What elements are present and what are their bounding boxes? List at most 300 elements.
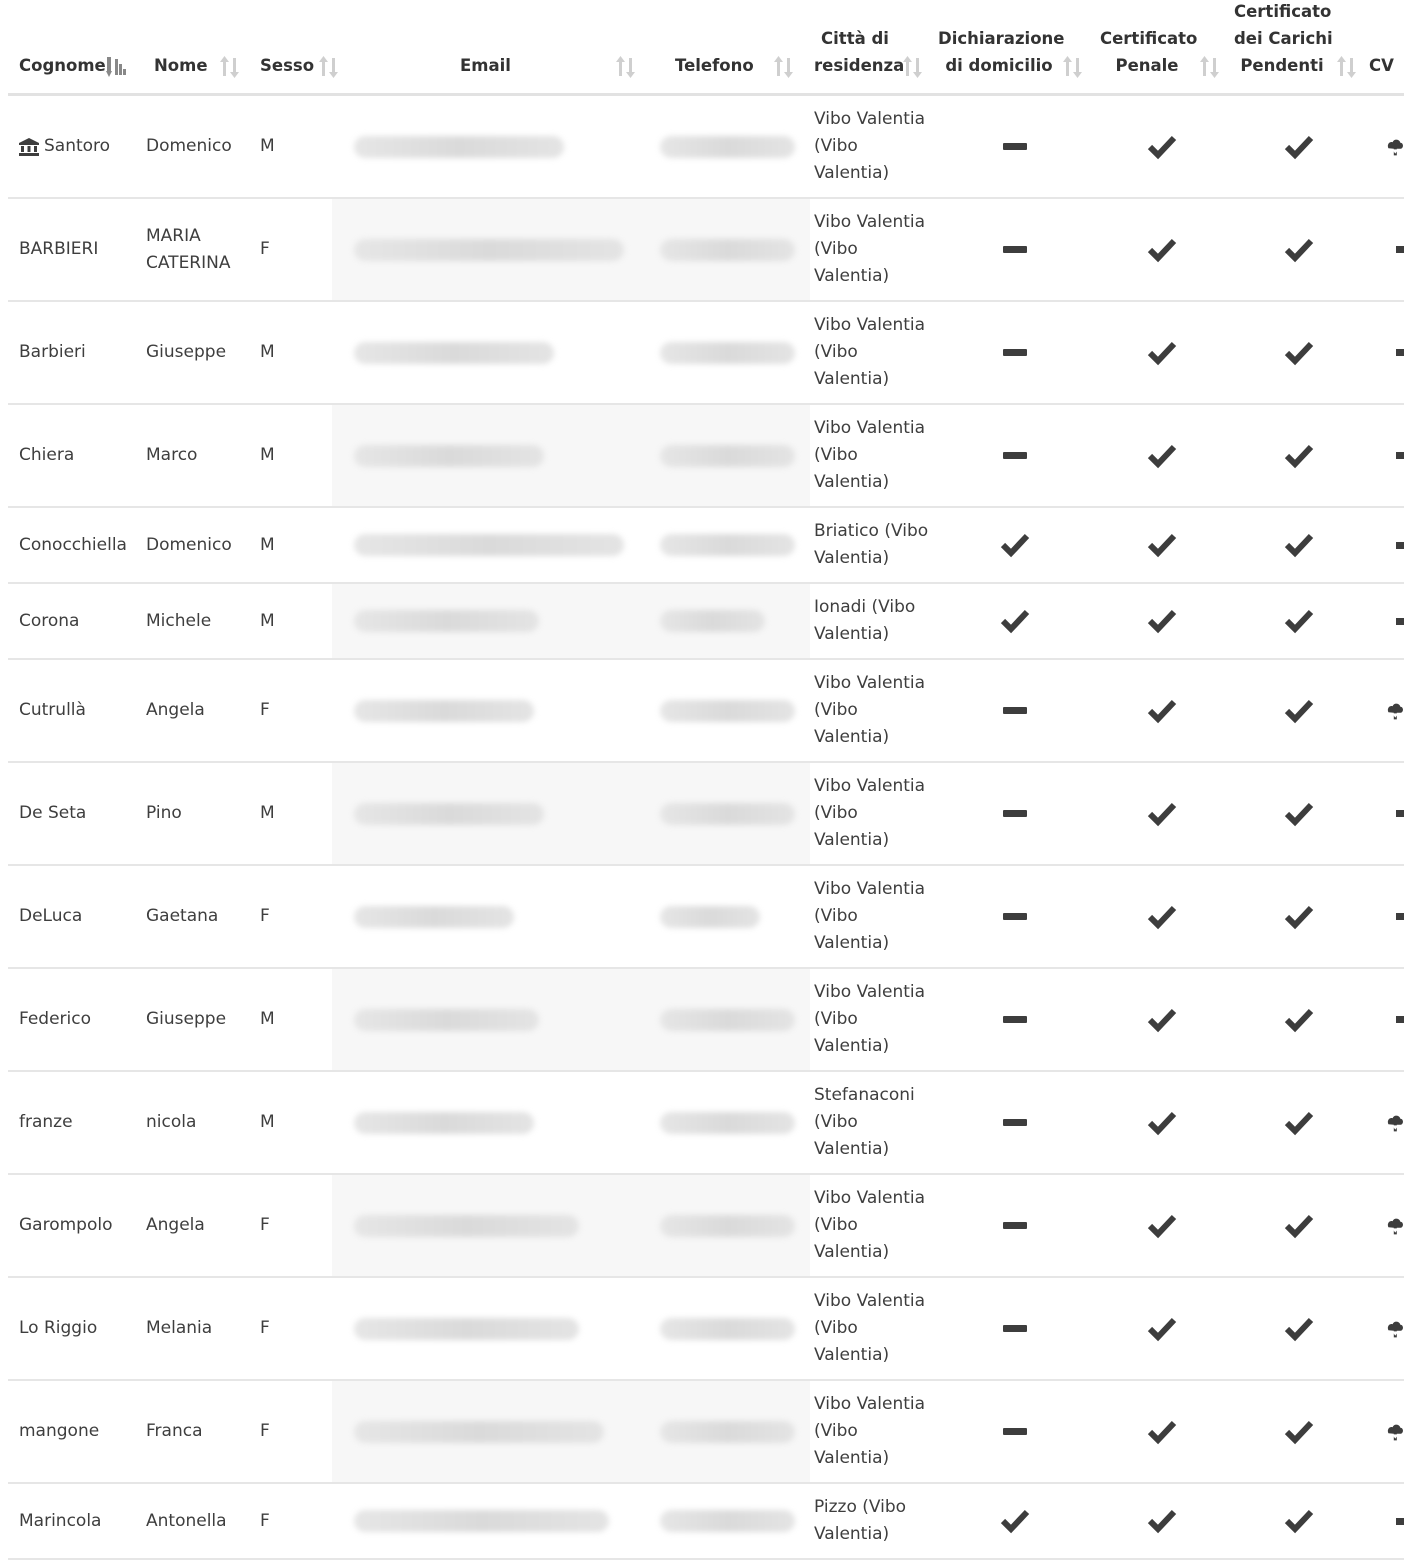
cell-carichi-pendenti xyxy=(1279,1072,1319,1173)
citta-line: (Vibo xyxy=(814,1421,858,1441)
table-row[interactable] xyxy=(8,763,1404,866)
cell-cv xyxy=(1386,969,1404,1070)
citta-line: (Vibo xyxy=(814,1318,858,1338)
citta-line: Valentia) xyxy=(814,933,890,953)
cognome-text: Conocchiella xyxy=(19,534,127,555)
cell-cognome xyxy=(19,405,144,506)
cell-telefono-redacted xyxy=(660,763,800,864)
col-header-certificato-penale[interactable] xyxy=(1100,25,1198,79)
dash-icon xyxy=(1003,143,1027,150)
dash-icon xyxy=(1003,1325,1027,1332)
nome-text: Antonella xyxy=(146,1510,227,1531)
citta-line: (Vibo xyxy=(814,1112,858,1132)
cell-nome xyxy=(146,660,246,761)
col-header-cv[interactable]: CV xyxy=(1369,56,1394,75)
citta-line: Valentia) xyxy=(814,830,890,850)
cognome-text: Barbieri xyxy=(19,342,86,362)
check-icon xyxy=(1284,134,1314,160)
check-icon xyxy=(1147,1508,1177,1534)
cell-carichi-pendenti xyxy=(1279,1381,1319,1482)
check-icon xyxy=(1147,1110,1177,1136)
cell-email-redacted xyxy=(354,969,644,1070)
cell-dichiarazione xyxy=(995,1381,1035,1482)
table-row[interactable] xyxy=(8,1175,1404,1278)
check-icon xyxy=(1000,1508,1030,1534)
redaction-bar xyxy=(660,1421,795,1443)
citta-line: (Vibo xyxy=(814,342,858,362)
cell-nome xyxy=(146,302,246,403)
check-icon xyxy=(1284,532,1314,558)
cell-sesso xyxy=(260,660,310,761)
check-icon xyxy=(1147,801,1177,827)
cell-cognome xyxy=(19,660,144,761)
cv-download-icon[interactable] xyxy=(1386,96,1404,197)
cell-cognome xyxy=(19,584,144,658)
citta-line: Valentia) xyxy=(814,1242,890,1262)
cell-citta xyxy=(814,1381,934,1482)
citta-line: Briatico (Vibo xyxy=(814,521,929,541)
citta-line: (Vibo xyxy=(814,445,858,465)
cognome-text: BARBIERI xyxy=(19,239,99,259)
cell-carichi-pendenti xyxy=(1279,969,1319,1070)
redaction-bar xyxy=(354,1421,604,1443)
citta-line: Vibo Valentia xyxy=(814,1394,926,1414)
check-icon xyxy=(1000,532,1030,558)
citta-line: Vibo Valentia xyxy=(814,879,926,899)
nome-text: MARIA CATERINA xyxy=(146,225,231,273)
nome-text: Melania xyxy=(146,1318,213,1338)
cell-telefono-redacted xyxy=(660,969,800,1070)
candidates-table xyxy=(8,0,1404,1560)
redaction-bar xyxy=(354,342,554,364)
cell-citta xyxy=(814,1484,934,1558)
citta-line: Valentia) xyxy=(814,369,890,389)
nome-text: Franca xyxy=(146,1421,203,1441)
citta-line: Vibo Valentia xyxy=(814,982,926,1002)
citta-line: Valentia) xyxy=(814,1139,890,1159)
cognome-text: Lo Riggio xyxy=(19,1318,98,1338)
check-icon xyxy=(1000,608,1030,634)
cell-email-redacted xyxy=(354,1072,644,1173)
sort-desc-icon[interactable] xyxy=(106,55,126,79)
check-icon xyxy=(1147,532,1177,558)
redaction-bar xyxy=(354,610,539,632)
check-icon xyxy=(1284,237,1314,263)
cell-sesso xyxy=(260,763,310,864)
col-header-citta[interactable] xyxy=(814,25,905,79)
cell-citta xyxy=(814,584,934,658)
citta-line: Vibo Valentia xyxy=(814,418,926,438)
cell-citta xyxy=(814,660,934,761)
cell-dichiarazione xyxy=(995,1175,1035,1276)
check-icon xyxy=(1284,801,1314,827)
bank-icon xyxy=(19,138,44,156)
cell-cv xyxy=(1386,508,1404,582)
dash-icon xyxy=(1396,913,1404,920)
sesso-text: F xyxy=(260,1421,270,1441)
cell-carichi-pendenti xyxy=(1279,1278,1319,1379)
sort-icon[interactable] xyxy=(903,55,923,79)
redaction-bar xyxy=(354,239,624,261)
redaction-bar xyxy=(354,534,624,556)
dash-icon xyxy=(1003,1428,1027,1435)
cell-certificato-penale xyxy=(1142,405,1182,506)
cognome-text: Santoro xyxy=(44,136,111,156)
citta-line: (Vibo xyxy=(814,136,858,156)
redaction-bar xyxy=(660,1318,795,1340)
cell-certificato-penale xyxy=(1142,302,1182,403)
redaction-bar xyxy=(660,906,760,928)
cell-nome xyxy=(146,405,246,506)
redaction-bar xyxy=(354,906,514,928)
table-row[interactable] xyxy=(8,199,1404,302)
check-icon xyxy=(1284,1110,1314,1136)
cell-citta xyxy=(814,1278,934,1379)
cv-download-icon[interactable] xyxy=(1386,1278,1404,1379)
cell-cognome xyxy=(19,1072,144,1173)
nome-text: Giuseppe xyxy=(146,1009,227,1029)
cell-carichi-pendenti xyxy=(1279,405,1319,506)
citta-line: Valentia) xyxy=(814,1036,890,1056)
cell-telefono-redacted xyxy=(660,199,800,300)
cell-nome xyxy=(146,763,246,864)
cv-download-icon[interactable] xyxy=(1386,1381,1404,1482)
table-row[interactable] xyxy=(8,1278,1404,1381)
cell-certificato-penale xyxy=(1142,660,1182,761)
cell-sesso xyxy=(260,584,310,658)
citta-line: (Vibo xyxy=(814,239,858,259)
check-icon xyxy=(1284,1213,1314,1239)
nome-text: Domenico xyxy=(146,136,232,156)
cell-citta xyxy=(814,199,934,300)
cell-nome xyxy=(146,584,246,658)
cell-citta xyxy=(814,96,934,197)
table-row[interactable] xyxy=(8,866,1404,969)
table-row[interactable] xyxy=(8,508,1404,584)
redaction-bar xyxy=(354,803,544,825)
cell-telefono-redacted xyxy=(660,508,800,582)
col-header-nome[interactable]: Nome xyxy=(154,56,208,75)
cell-citta xyxy=(814,508,934,582)
cell-carichi-pendenti xyxy=(1279,866,1319,967)
citta-line: (Vibo xyxy=(814,1009,858,1029)
cell-cv xyxy=(1386,866,1404,967)
cell-email-redacted xyxy=(354,508,644,582)
citta-line: Valentia) xyxy=(814,1524,890,1544)
check-icon xyxy=(1284,340,1314,366)
redaction-bar xyxy=(660,803,795,825)
cell-telefono-redacted xyxy=(660,1278,800,1379)
cell-dichiarazione xyxy=(995,969,1035,1070)
cell-sesso xyxy=(260,1072,310,1173)
cell-dichiarazione xyxy=(995,660,1035,761)
redaction-bar xyxy=(660,1009,795,1031)
check-icon xyxy=(1147,340,1177,366)
cell-email-redacted xyxy=(354,866,644,967)
sesso-text: M xyxy=(260,342,275,362)
redaction-bar xyxy=(354,1112,534,1134)
cell-email-redacted xyxy=(354,1278,644,1379)
citta-line: Valentia) xyxy=(814,266,890,286)
check-icon xyxy=(1284,608,1314,634)
cognome-text: Cutrullà xyxy=(19,700,86,720)
cell-telefono-redacted xyxy=(660,96,800,197)
check-icon xyxy=(1147,904,1177,930)
col-header-carichi-line2: dei Carichi xyxy=(1234,29,1333,48)
redaction-bar xyxy=(660,445,795,467)
nome-text: Gaetana xyxy=(146,906,219,926)
cell-cognome xyxy=(19,1278,144,1379)
table-row[interactable] xyxy=(8,302,1404,405)
redaction-bar xyxy=(354,1510,609,1532)
sesso-text: M xyxy=(260,1009,275,1029)
nome-text: Angela xyxy=(146,700,205,720)
cell-cognome xyxy=(19,508,144,582)
cell-nome xyxy=(146,866,246,967)
cell-certificato-penale xyxy=(1142,199,1182,300)
citta-line: Vibo Valentia xyxy=(814,776,926,796)
sort-icon[interactable] xyxy=(1063,55,1083,79)
sesso-text: M xyxy=(260,445,275,465)
col-header-cognome[interactable]: Cognome xyxy=(19,56,106,75)
citta-line: Stefanaconi xyxy=(814,1085,915,1105)
dash-icon xyxy=(1003,810,1027,817)
cell-dichiarazione xyxy=(995,1484,1035,1558)
redaction-bar xyxy=(660,534,795,556)
cell-sesso xyxy=(260,1278,310,1379)
cell-carichi-pendenti xyxy=(1279,763,1319,864)
cell-citta xyxy=(814,405,934,506)
cell-cv xyxy=(1386,763,1404,864)
sort-icon[interactable] xyxy=(616,55,636,79)
cell-dichiarazione xyxy=(995,96,1035,197)
cell-cognome xyxy=(19,96,144,197)
sort-icon[interactable] xyxy=(319,55,339,79)
cell-nome xyxy=(146,1381,246,1482)
col-header-carichi-pendenti[interactable] xyxy=(1234,0,1333,79)
cell-carichi-pendenti xyxy=(1279,584,1319,658)
citta-line: Pizzo (Vibo xyxy=(814,1497,907,1517)
table-row[interactable] xyxy=(8,584,1404,660)
cell-citta xyxy=(814,866,934,967)
sesso-text: M xyxy=(260,534,275,555)
cell-email-redacted xyxy=(354,199,644,300)
cv-download-icon[interactable] xyxy=(1386,1175,1404,1276)
cognome-text: mangone xyxy=(19,1421,100,1441)
table-row[interactable] xyxy=(8,969,1404,1072)
cognome-text: Federico xyxy=(19,1009,92,1029)
dash-icon xyxy=(1396,542,1404,549)
citta-line: Valentia) xyxy=(814,1345,890,1365)
cell-email-redacted xyxy=(354,584,644,658)
nome-text: Giuseppe xyxy=(146,342,227,362)
cell-email-redacted xyxy=(354,763,644,864)
citta-line: Vibo Valentia xyxy=(814,212,926,232)
sesso-text: M xyxy=(260,136,275,156)
cell-email-redacted xyxy=(354,1484,644,1558)
cell-cv xyxy=(1386,302,1404,403)
citta-line: Valentia) xyxy=(814,472,890,492)
sesso-text: F xyxy=(260,239,270,259)
redaction-bar xyxy=(660,136,795,158)
cell-sesso xyxy=(260,969,310,1070)
cell-certificato-penale xyxy=(1142,1175,1182,1276)
dash-icon xyxy=(1003,246,1027,253)
cell-dichiarazione xyxy=(995,1072,1035,1173)
sort-icon[interactable] xyxy=(1337,55,1357,79)
dash-icon xyxy=(1396,1518,1404,1525)
cell-citta xyxy=(814,969,934,1070)
cell-cv xyxy=(1386,405,1404,506)
table-row[interactable] xyxy=(8,1072,1404,1175)
check-icon xyxy=(1147,443,1177,469)
sesso-text: F xyxy=(260,906,270,926)
nome-text: Pino xyxy=(146,803,182,823)
redaction-bar xyxy=(354,445,544,467)
cell-cognome xyxy=(19,763,144,864)
cognome-text: Corona xyxy=(19,610,80,631)
dash-icon xyxy=(1003,1016,1027,1023)
cell-cognome xyxy=(19,302,144,403)
check-icon xyxy=(1147,1316,1177,1342)
citta-line: Valentia) xyxy=(814,624,890,644)
cell-cv xyxy=(1386,199,1404,300)
citta-line: Vibo Valentia xyxy=(814,1188,926,1208)
citta-line: Ionadi (Vibo xyxy=(814,597,916,617)
check-icon xyxy=(1147,1007,1177,1033)
dash-icon xyxy=(1003,349,1027,356)
citta-line: Vibo Valentia xyxy=(814,673,926,693)
cell-citta xyxy=(814,1175,934,1276)
cell-nome xyxy=(146,1484,246,1558)
table-row[interactable] xyxy=(8,1484,1404,1560)
cell-sesso xyxy=(260,866,310,967)
table-row[interactable] xyxy=(8,660,1404,763)
dash-icon xyxy=(1003,707,1027,714)
cell-carichi-pendenti xyxy=(1279,660,1319,761)
table-row[interactable] xyxy=(8,1381,1404,1484)
redaction-bar xyxy=(354,700,534,722)
dash-icon xyxy=(1396,1016,1404,1023)
cell-nome xyxy=(146,1072,246,1173)
col-header-dichiarazione-line2: di domicilio xyxy=(945,56,1053,75)
check-icon xyxy=(1284,1007,1314,1033)
cognome-text: Marincola xyxy=(19,1510,102,1531)
citta-line: (Vibo xyxy=(814,1215,858,1235)
cell-certificato-penale xyxy=(1142,1278,1182,1379)
citta-line: Vibo Valentia xyxy=(814,1291,926,1311)
col-header-telefono[interactable]: Telefono xyxy=(675,56,754,75)
dash-icon xyxy=(1396,246,1404,253)
cell-carichi-pendenti xyxy=(1279,199,1319,300)
check-icon xyxy=(1147,608,1177,634)
dash-icon xyxy=(1003,452,1027,459)
col-header-sesso[interactable]: Sesso xyxy=(260,56,315,75)
cell-certificato-penale xyxy=(1142,1484,1182,1558)
col-header-carichi-line3: Pendenti xyxy=(1240,56,1324,75)
sesso-text: M xyxy=(260,610,275,631)
redaction-bar xyxy=(660,239,795,261)
cell-email-redacted xyxy=(354,660,644,761)
redaction-bar xyxy=(660,700,795,722)
cell-email-redacted xyxy=(354,1381,644,1482)
col-header-certificato-line2: Penale xyxy=(1115,56,1179,75)
citta-line: (Vibo xyxy=(814,906,858,926)
redaction-bar xyxy=(354,136,564,158)
col-header-certificato-line1: Certificato xyxy=(1100,29,1198,48)
col-header-dichiarazione-line1: Dichiarazione xyxy=(938,29,1065,48)
col-header-email[interactable]: Email xyxy=(460,56,511,75)
cell-sesso xyxy=(260,1175,310,1276)
sort-icon[interactable] xyxy=(220,55,240,79)
cell-cognome xyxy=(19,199,144,300)
dash-icon xyxy=(1396,349,1404,356)
cell-cognome xyxy=(19,1175,144,1276)
sort-icon[interactable] xyxy=(1200,55,1220,79)
cell-sesso xyxy=(260,1484,310,1558)
nome-text: Domenico xyxy=(146,534,232,555)
citta-line: Valentia) xyxy=(814,727,890,747)
cell-email-redacted xyxy=(354,302,644,403)
citta-line: Valentia) xyxy=(814,163,890,183)
cell-dichiarazione xyxy=(995,866,1035,967)
redaction-bar xyxy=(660,342,795,364)
col-header-citta-line1: Città di xyxy=(821,29,889,48)
citta-line: (Vibo xyxy=(814,700,858,720)
cell-sesso xyxy=(260,302,310,403)
redaction-bar xyxy=(354,1215,579,1237)
cv-download-icon[interactable] xyxy=(1386,1072,1404,1173)
nome-text: Angela xyxy=(146,1215,205,1235)
cell-cognome xyxy=(19,1381,144,1482)
cell-certificato-penale xyxy=(1142,763,1182,864)
cell-carichi-pendenti xyxy=(1279,1484,1319,1558)
cell-dichiarazione xyxy=(995,508,1035,582)
cell-sesso xyxy=(260,1381,310,1482)
cell-email-redacted xyxy=(354,1175,644,1276)
redaction-bar xyxy=(660,1112,795,1134)
nome-text: nicola xyxy=(146,1112,197,1132)
cell-dichiarazione xyxy=(995,763,1035,864)
sesso-text: F xyxy=(260,1215,270,1235)
cell-certificato-penale xyxy=(1142,1381,1182,1482)
sort-icon[interactable] xyxy=(774,55,794,79)
citta-line: Vibo Valentia xyxy=(814,315,926,335)
cell-telefono-redacted xyxy=(660,1175,800,1276)
dash-icon xyxy=(1003,913,1027,920)
cell-sesso xyxy=(260,405,310,506)
cognome-text: Chiera xyxy=(19,445,75,465)
cell-cognome xyxy=(19,969,144,1070)
redaction-bar xyxy=(354,1009,539,1031)
redaction-bar xyxy=(660,610,765,632)
table-row[interactable] xyxy=(8,405,1404,508)
sesso-text: F xyxy=(260,1510,270,1531)
table-row[interactable] xyxy=(8,96,1404,199)
cell-telefono-redacted xyxy=(660,1484,800,1558)
cell-telefono-redacted xyxy=(660,866,800,967)
cell-carichi-pendenti xyxy=(1279,302,1319,403)
cell-dichiarazione xyxy=(995,405,1035,506)
sesso-text: F xyxy=(260,1318,270,1338)
check-icon xyxy=(1284,1419,1314,1445)
sesso-text: F xyxy=(260,700,270,720)
col-header-dichiarazione[interactable] xyxy=(938,25,1065,79)
cell-sesso xyxy=(260,96,310,197)
cell-nome xyxy=(146,1278,246,1379)
cv-download-icon[interactable] xyxy=(1386,660,1404,761)
cell-citta xyxy=(814,302,934,403)
